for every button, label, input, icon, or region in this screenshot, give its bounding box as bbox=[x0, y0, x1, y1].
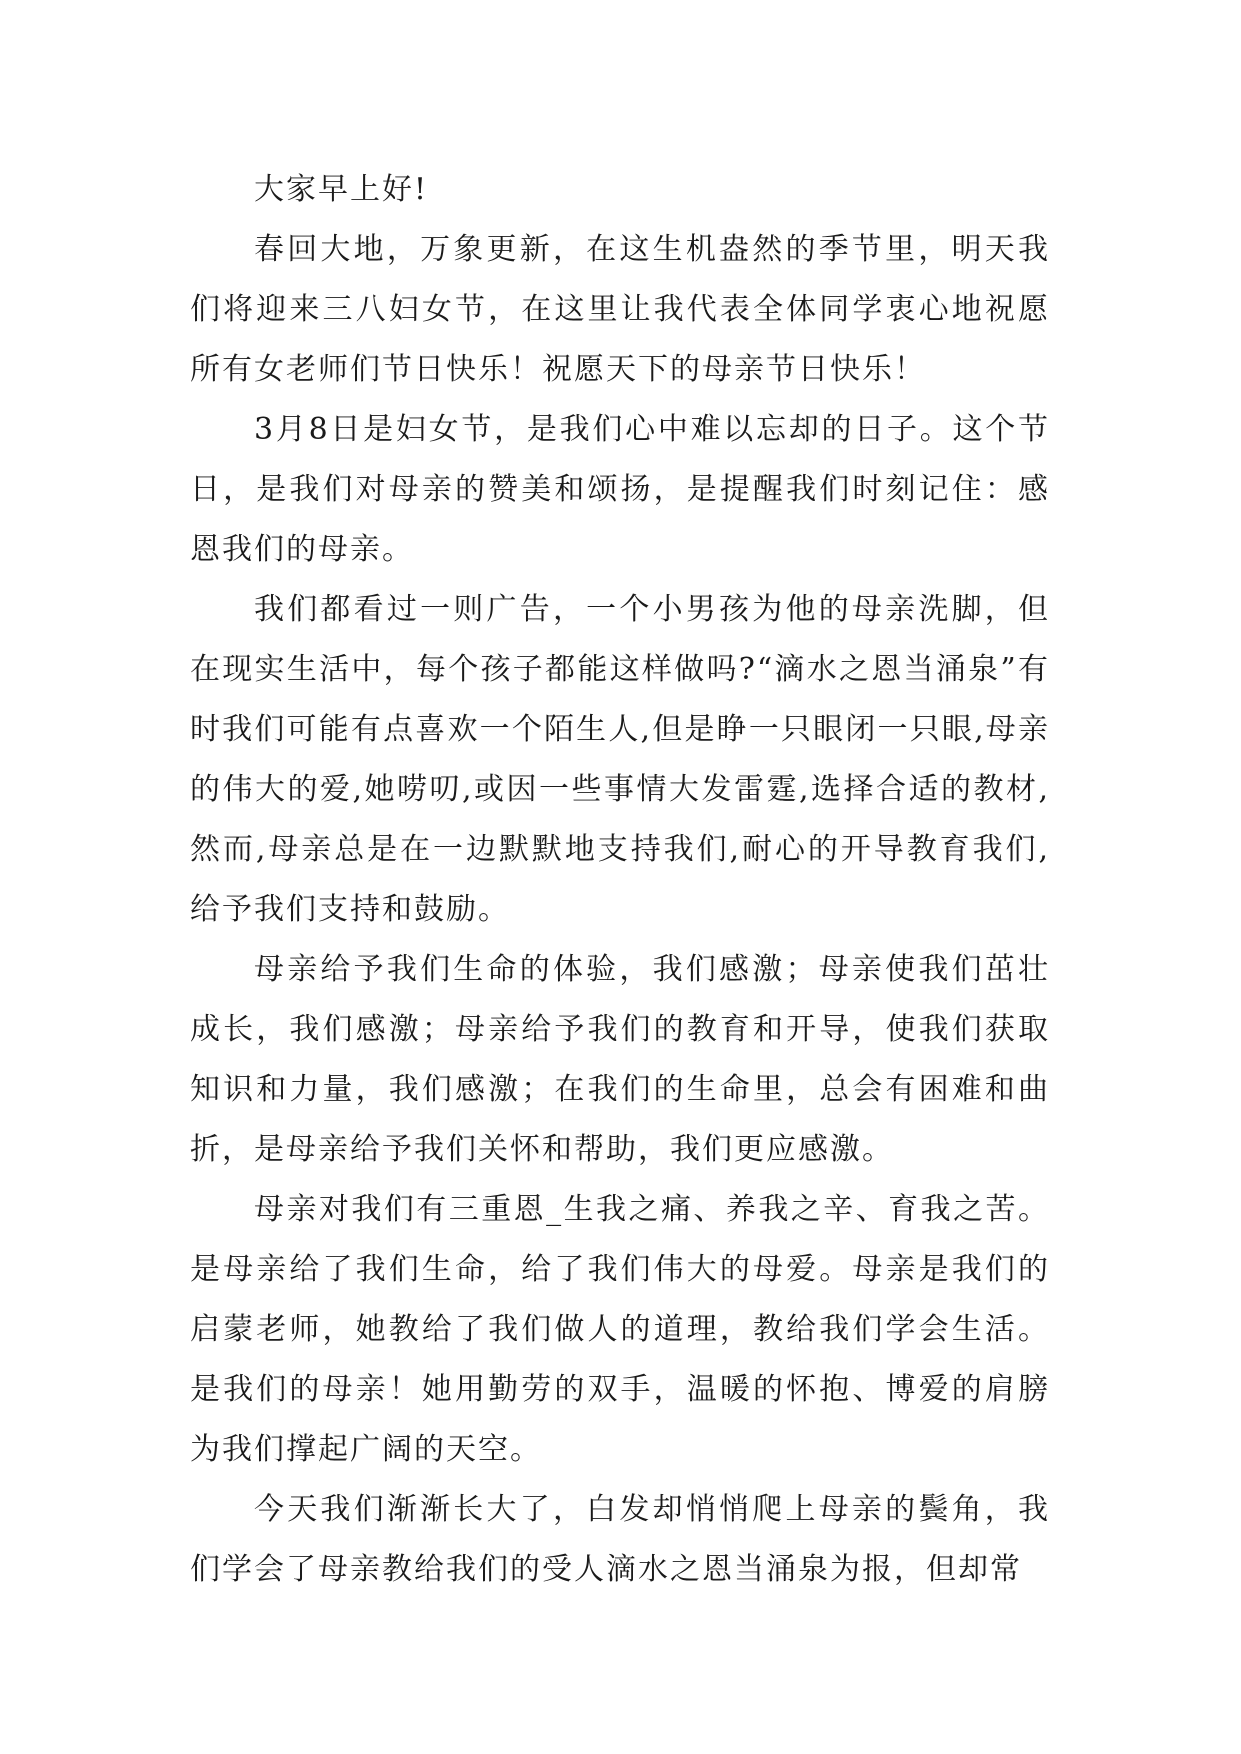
paragraph-growing-up: 今天我们渐渐长大了，白发却悄悄爬上母亲的鬓角，我们学会了母亲教给我们的受人滴水之恩当涌泉为报，但却常 bbox=[190, 1492, 1050, 1587]
paragraph-three-graces: 母亲对我们有三重恩_生我之痛、养我之辛、育我之苦。是母亲给了我们生命，给了我们伟大的母爱。母亲是我们的启蒙老师，她教给了我们做人的道理，教给我们学会生活。是我们的母亲！她用勤劳的双手，温暖的怀抱、博爱的肩膀为我们撑起广阔的天空。 bbox=[190, 1192, 1050, 1467]
document-body bbox=[190, 160, 1050, 1600]
paragraph-womens-day: 3月8日是妇女节，是我们心中难以忘却的日子。这个节日，是我们对母亲的赞美和颂扬，是提醒我们时刻记住：感恩我们的母亲。 bbox=[190, 412, 1050, 567]
paragraph-gratitude: 母亲给予我们生命的体验，我们感激；母亲使我们茁壮成长，我们感激；母亲给予我们的教育和开导，使我们获取知识和力量，我们感激；在我们的生命里，总会有困难和曲折，是母亲给予我们关怀和帮助，我们更应感激。 bbox=[190, 952, 1050, 1167]
paragraph-greeting: 大家早上好! bbox=[254, 172, 429, 207]
paragraph-holiday-wishes: 春回大地，万象更新，在这生机盎然的季节里，明天我们将迎来三八妇女节，在这里让我代表全体同学衷心地祝愿所有女老师们节日快乐！祝愿天下的母亲节日快乐！ bbox=[190, 232, 1050, 387]
paragraph-advertisement: 我们都看过一则广告，一个小男孩为他的母亲洗脚，但在现实生活中，每个孩子都能这样做吗?“滴水之恩当涌泉”有时我们可能有点喜欢一个陌生人,但是睁一只眼闭一只眼,母亲的伟大的爱,她唠叨,或因一些事情大发雷霆,选择合适的教材,然而,母亲总是在一边默默地支持我们,耐心的开导教育我们,给予我们支持和鼓励。 bbox=[190, 592, 1050, 927]
